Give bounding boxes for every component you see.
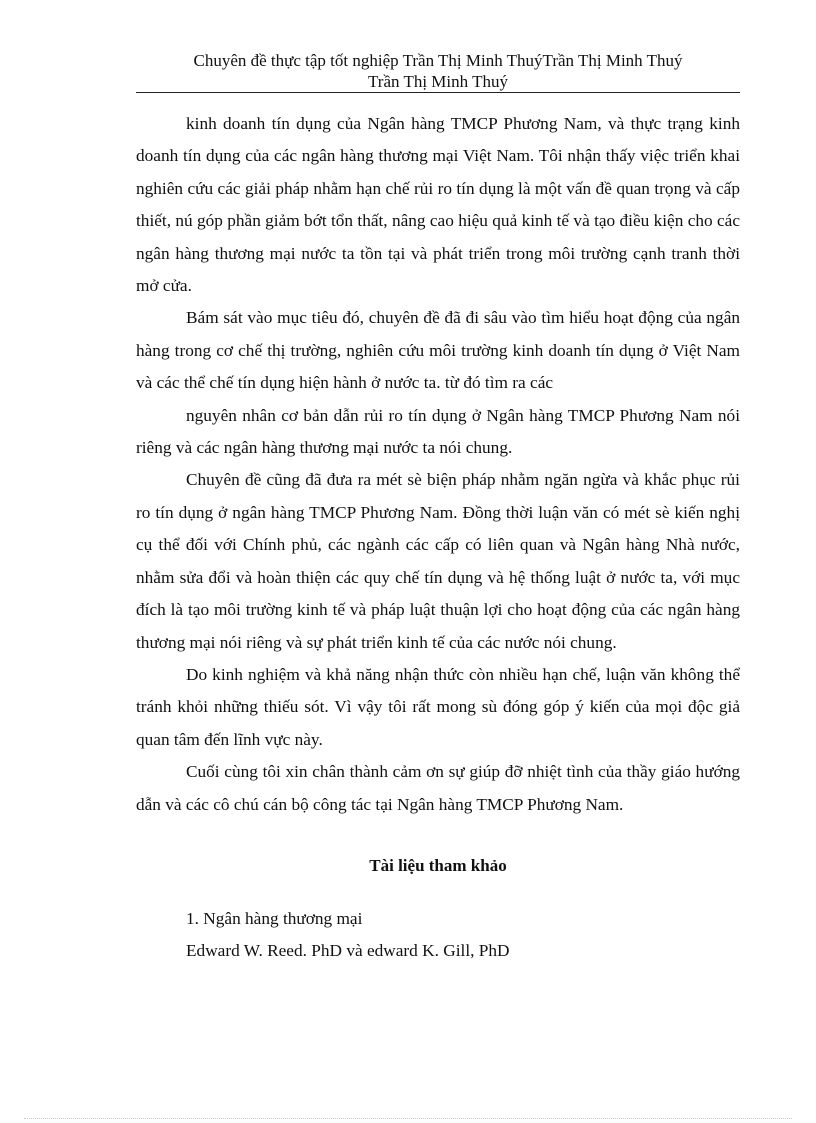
document-body — [136, 108, 740, 968]
paragraph-measures: Chuyên đề cũng đã đưa ra mét sè biện pháp nhằm ngăn ngừa và khắc phục rủi ro tín dụng ở ngân hàng TMCP Phương Nam. Đồng thời luận văn có mét sè kiến nghị cụ thể đối với Chính phủ, các ngành các cấp có liên quan và Ngân hàng Nhà nước, nhằm sửa đổi và hoàn thiện các quy chế tín dụng và hệ thống luật ở nước ta, với mục đích là tạo môi trường kinh tế và pháp luật thuận lợi cho hoạt động của các ngân hàng thương mại nói riêng và sự phát triển kinh tế của các nước nói chung. — [136, 470, 740, 652]
header-line-2: Trần Thị Minh Thuý — [368, 72, 508, 91]
paragraph-thanks: Cuối cùng tôi xin chân thành cảm ơn sự giúp đỡ nhiệt tình của thầy giáo hướng dẫn và các cô chú cán bộ công tác tại Ngân hàng TMCP Phương Nam. — [136, 762, 740, 814]
reference-item: 1. Ngân hàng thương mại — [186, 908, 363, 928]
header-rule — [136, 92, 740, 93]
page-header — [136, 50, 740, 92]
references-list — [136, 903, 740, 968]
paragraph-causes: nguyên nhân cơ bản dẫn rủi ro tín dụng ở Ngân hàng TMCP Phương Nam nói riêng và các ngân hàng thương mại nước ta nói chung. — [136, 405, 740, 458]
paragraph-limitations: Do kinh nghiệm và khả năng nhận thức còn nhiều hạn chế, luận văn không thể tránh khỏi những thiếu sót. Vì vậy tôi rất mong sù đóng góp ý kiến của mọi độc giả quan tâm đến lĩnh vực này. — [136, 664, 740, 749]
page-bottom-border — [24, 1118, 792, 1119]
paragraph-objective: Bám sát vào mục tiêu đó, chuyên đề đã đi sâu vào tìm hiểu hoạt động của ngân hàng trong cơ chế thị trường, nghiên cứu môi trường kinh doanh tín dụng ở Việt Nam và các thể chế tín dụng hiện hành ở nước ta. từ đó tìm ra các — [136, 308, 740, 393]
paragraph-intro: kinh doanh tín dụng của Ngân hàng TMCP Phương Nam, và thực trạng kinh doanh tín dụng của các ngân hàng thương mại Việt Nam. Tôi nhận thấy việc triển khai nghiên cứu các giải pháp nhằm hạn chế rủi ro tín dụng là một vấn đề quan trọng và cấp thiết, nú góp phần giảm bớt tổn thất, nâng cao hiệu quả kinh tế và tạo điều kiện cho các ngân hàng thương mại nước ta tồn tại và phát triển trong môi trường cạnh tranh thời mở cửa. — [136, 114, 740, 296]
header-line-1: Chuyên đề thực tập tốt nghiệp Trần Thị Minh ThuýTrần Thị Minh Thuý — [193, 51, 683, 70]
references-title: Tài liệu tham khảo — [369, 855, 507, 875]
reference-item: Edward W. Reed. PhD và edward K. Gill, PhD — [186, 941, 510, 961]
